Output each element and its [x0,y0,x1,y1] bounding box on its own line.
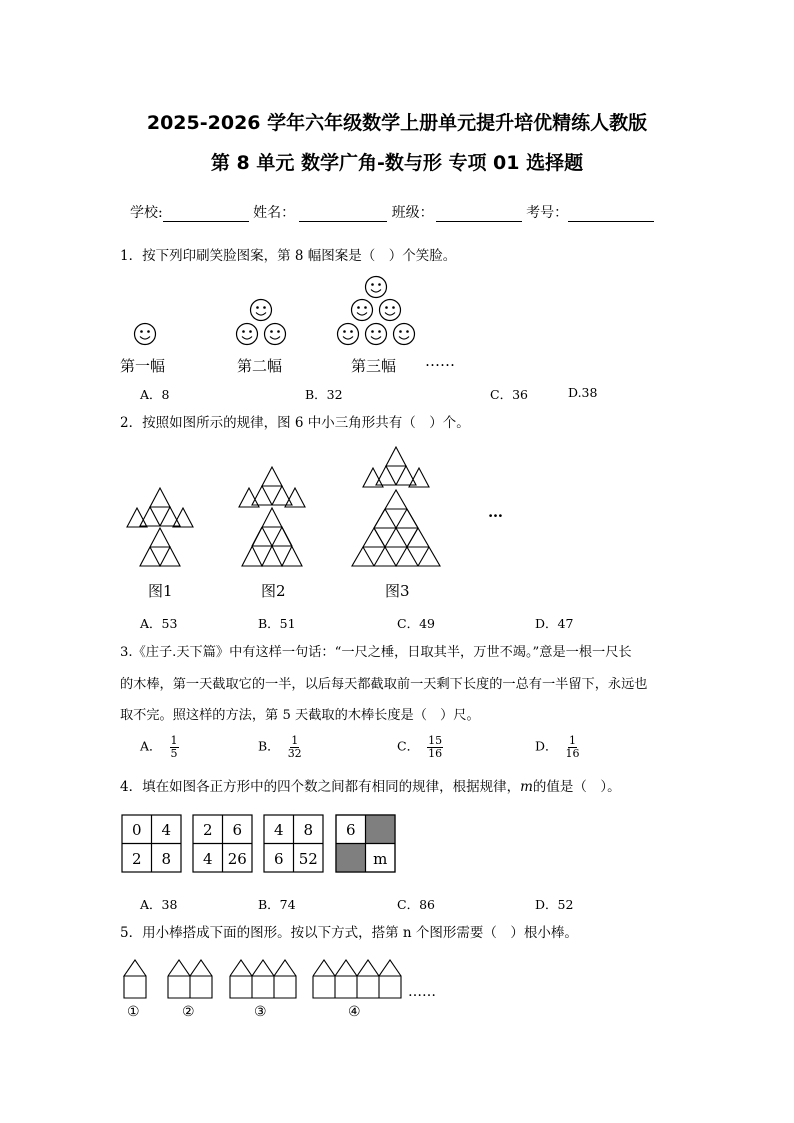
q4-option-c[interactable]: C．86 [397,897,435,912]
stick-figure-1 [124,960,146,998]
page-title: 2025-2026 学年六年级数学上册单元提升培优精练人教版 [146,112,648,134]
fraction: $\frac{15}{16}$ [428,734,443,760]
q5-ellipsis: …… [408,984,436,1000]
q5-figure-3-label: ③ [254,1004,267,1020]
option-label: D． [535,738,558,754]
question-2-text: 2．按照如图所示的规律，图 6 中小三角形共有（ ）个。 [120,415,470,431]
school-label: 学校: [130,205,163,221]
q1-figure-1-label: 第一幅 [120,357,166,375]
variable-m: m [520,779,533,795]
q4-option-b[interactable]: B．74 [258,897,296,912]
square-cell: 8 [161,850,172,868]
square-cell: 6 [345,821,356,839]
square-cell: 4 [202,850,213,868]
stick-figure-4 [313,960,401,998]
stick-figure-3 [230,960,296,998]
option-label: A． [140,738,162,754]
name-label: 姓名： [253,205,296,221]
question-1-text: 1．按下列印刷笑脸图案，第 8 幅图案是（ ）个笑脸。 [120,248,457,264]
q5-figure-2-label: ② [182,1004,195,1020]
square-cell: 6 [232,821,243,839]
square-cell: 26 [227,850,247,868]
square-cell: 6 [273,850,284,868]
square-cell: 2 [131,850,142,868]
q5-figure-4-label: ④ [348,1004,361,1020]
q4-option-a[interactable]: A．38 [140,897,178,912]
question-3-line-1: 3.《庄子.天下篇》中有这样一句话：“一尺之棰，日取其半，万世不竭。”意是一根一尺长 [120,645,632,660]
q1-option-c[interactable]: C．36 [490,387,528,402]
question-3-line-2: 的木棒，第一天截取它的一半，以后每天都截取前一天剩下长度的一总有一半留下，永远也 [120,677,648,692]
fraction: $\frac{1}{5}$ [170,734,178,760]
question-3-line-3: 取不完。照这样的方法，第 5 天截取的木棒长度是（ ）尺。 [120,708,480,723]
page-subtitle: 第 8 单元 数学广角-数与形 专项 01 选择题 [210,152,584,174]
square-cell: 4 [273,821,284,839]
q1-figure-2-label: 第二幅 [237,357,283,375]
q1-option-b[interactable]: B．32 [305,387,343,402]
question-4-text: 4．填在如图各正方形中的四个数之间都有相同的规律，根据规律，m的值是（ ）。 [120,779,621,795]
exam-number-label: 考号： [526,205,569,221]
question-5-text: 5．用小棒搭成下面的图形。按以下方式，搭第 n 个图形需要（ ）根小棒。 [120,925,578,941]
square-cell: 52 [298,850,318,868]
q1-option-a[interactable]: A．8 [140,387,170,402]
q1-option-d[interactable]: D.38 [568,385,598,400]
q2-figure-1-label: 图1 [148,582,173,600]
q4-option-d[interactable]: D．52 [535,897,574,912]
class-label: 班级： [391,205,434,221]
q2-ellipsis: … [488,503,503,521]
q1-figure-3-label: 第三幅 [351,357,397,375]
option-label: B． [258,738,280,754]
q1-ellipsis: …… [425,352,455,370]
square-cell: 2 [202,821,213,839]
q2-option-d[interactable]: D．47 [535,616,574,631]
option-label: C． [397,738,420,754]
q2-option-a[interactable]: A．53 [140,616,178,631]
square-cell: 8 [303,821,314,839]
square-cell: m [373,850,388,868]
square-cell: 4 [161,821,172,839]
stick-figure-2 [168,960,212,998]
q5-figure-1-label: ① [127,1004,140,1020]
q2-figure-3-label: 图3 [385,582,410,600]
q2-figure-2-label: 图2 [261,582,286,600]
q2-option-b[interactable]: B．51 [258,616,296,631]
fraction: $\frac{1}{32}$ [287,734,302,760]
q2-option-c[interactable]: C．49 [397,616,435,631]
fraction: $\frac{1}{16}$ [565,734,580,760]
square-cell: 0 [131,821,142,839]
